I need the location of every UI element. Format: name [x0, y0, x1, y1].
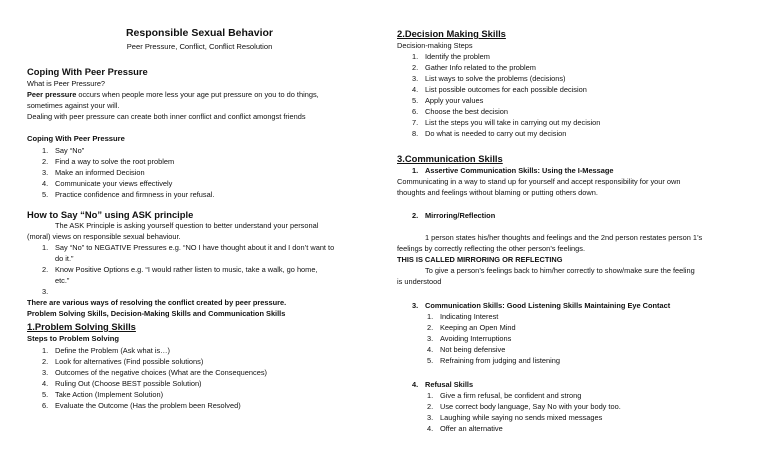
mirroring-item: Mirroring/Reflection: [425, 211, 496, 220]
mirroring-bold-note: THIS IS CALLED MIRRORING OR REFLECTING: [397, 255, 563, 264]
list-item: Look for alternatives (Find possible solutions): [55, 357, 204, 366]
list-number: 3.: [412, 74, 419, 83]
list-item: Offer an alternative: [440, 424, 503, 433]
resolve-text-2: Problem Solving Skills, Decision-Making Skills and Communication Skills: [27, 309, 286, 318]
what-is-question: What is Peer Pressure?: [27, 79, 106, 88]
list-number: 7.: [412, 118, 419, 127]
decision-making-heading: 2.Decision Making Skills: [397, 28, 506, 39]
list-number: 5.: [42, 390, 49, 399]
list-number: 1.: [42, 243, 49, 252]
list-number: 3.: [427, 334, 434, 343]
ask-item-1: Say “No” to NEGATIVE Pressures e.g. “NO I have thought about it and I don’t want to: [55, 243, 335, 252]
mirroring-text-line-1: 1 person states his/her thoughts and feelings and the 2nd person restates person 1’s: [425, 233, 703, 242]
list-item: Take Action (Implement Solution): [55, 390, 164, 399]
list-item: Refraining from judging and listening: [440, 356, 560, 365]
coping-subheading: Coping With Peer Pressure: [27, 134, 125, 143]
list-number: 4.: [412, 380, 419, 389]
peer-pressure-term: Peer pressure: [27, 90, 77, 99]
list-number: 6.: [412, 107, 419, 116]
list-number: 2.: [427, 402, 434, 411]
list-number: 6.: [42, 401, 49, 410]
problem-solving-heading: 1.Problem Solving Skills: [27, 321, 136, 332]
list-item: Find a way to solve the root problem: [55, 157, 175, 166]
list-number: 1.: [42, 146, 49, 155]
list-number: 2.: [42, 357, 49, 366]
peer-definition-line-1: [27, 90, 319, 100]
list-item: Do what is needed to carry out my decision: [425, 129, 567, 138]
list-item: Indicating Interest: [440, 312, 499, 321]
list-number: 5.: [427, 356, 434, 365]
communication-heading: 3.Communication Skills: [397, 153, 503, 164]
list-number: 8.: [412, 129, 419, 138]
list-number: 2.: [42, 265, 49, 274]
list-item: List the steps you will take in carrying out my decision: [425, 118, 601, 127]
list-item: List possible outcomes for each possible decision: [425, 85, 587, 94]
list-number: 2.: [412, 211, 419, 220]
document-title: Responsible Sexual Behavior: [125, 27, 274, 39]
list-item: Give a firm refusal, be confident and strong: [440, 391, 582, 400]
document-subtitle: Peer Pressure, Conflict, Conflict Resolution: [126, 42, 273, 51]
ask-item-2-continued: etc.”: [55, 276, 70, 285]
list-item: Say “No”: [55, 146, 85, 155]
mirroring-text-line-2: feelings by correctly reflecting the other person’s feelings.: [397, 244, 586, 253]
decision-making-subheading: Decision-making Steps: [397, 41, 473, 50]
ask-text-line-1: The ASK Principle is asking yourself question to better understand your personal: [55, 221, 319, 230]
list-number: 1.: [427, 391, 434, 400]
list-item: List ways to solve the problems (decisions): [425, 74, 566, 83]
peer-definition-text: occurs when people more less your age put pressure on you to do things,: [76, 90, 319, 99]
list-number: 2.: [427, 323, 434, 332]
list-number: 2.: [412, 63, 419, 72]
listening-item: Communication Skills: Good Listening Skills Maintaining Eye Contact: [425, 301, 671, 310]
list-number: 3.: [42, 168, 49, 177]
list-item: Apply your values: [425, 96, 484, 105]
list-number: 1.: [42, 346, 49, 355]
refusal-item: Refusal Skills: [425, 380, 474, 389]
list-item: Practice confidence and firmness in your refusal.: [55, 190, 215, 199]
assertive-text-line-2: thoughts and feelings without blaming or putting others down.: [397, 188, 598, 197]
list-number: 4.: [427, 345, 434, 354]
assertive-communication-item: Assertive Communication Skills: Using the I-Message: [425, 166, 614, 175]
dealing-text: Dealing with peer pressure can create both inner conflict and conflict amongst friends: [27, 112, 306, 121]
list-item: Ruling Out (Choose BEST possible Solution): [55, 379, 202, 388]
list-item: Keeping an Open Mind: [440, 323, 516, 332]
coping-heading: Coping With Peer Pressure: [27, 66, 148, 77]
ask-text-line-2: (moral) views on responsible sexual behaviour.: [27, 232, 181, 241]
list-item: Identify the problem: [425, 52, 490, 61]
list-item: Make an informed Decision: [55, 168, 145, 177]
list-number: 4.: [427, 424, 434, 433]
list-number: 1.: [427, 312, 434, 321]
list-number: 4.: [412, 85, 419, 94]
list-number: 4.: [42, 179, 49, 188]
list-item: Outcomes of the negative choices (What are the Consequences): [55, 368, 267, 377]
list-item: Not being defensive: [440, 345, 506, 354]
list-number: 5.: [42, 190, 49, 199]
ask-heading: How to Say “No” using ASK principle: [27, 209, 194, 220]
peer-definition-line-2: sometimes against your will.: [27, 101, 120, 110]
mirroring-text-line-4: is understood: [397, 277, 442, 286]
list-number: 1.: [412, 52, 419, 61]
list-item: Use correct body language, Say No with your body too.: [440, 402, 621, 411]
list-number: 1.: [412, 166, 419, 175]
list-number: 3.: [412, 301, 419, 310]
list-number: 3.: [427, 413, 434, 422]
list-item: Gather Info related to the problem: [425, 63, 536, 72]
ask-item-1-continued: do it.”: [55, 254, 74, 263]
problem-solving-subheading: Steps to Problem Solving: [27, 334, 119, 343]
list-item: Communicate your views effectively: [55, 179, 173, 188]
list-number: 2.: [42, 157, 49, 166]
assertive-text-line-1: Communicating in a way to stand up for yourself and accept responsibility for your own: [397, 177, 681, 186]
list-number: 3.: [42, 368, 49, 377]
list-number: 5.: [412, 96, 419, 105]
list-item: Define the Problem (Ask what is…): [55, 346, 171, 355]
mirroring-text-line-3: To give a person’s feelings back to him/her correctly to show/make sure the feeling: [425, 266, 695, 275]
resolve-text-1: There are various ways of resolving the conflict created by peer pressure.: [27, 298, 287, 307]
list-item: Avoiding Interruptions: [440, 334, 512, 343]
list-number: 3.: [42, 287, 49, 296]
list-number: 4.: [42, 379, 49, 388]
list-item: Choose the best decision: [425, 107, 508, 116]
list-item: Laughing while saying no sends mixed messages: [440, 413, 603, 422]
list-item: Evaluate the Outcome (Has the problem been Resolved): [55, 401, 241, 410]
ask-item-2: Know Positive Options e.g. “I would rather listen to music, take a walk, go home,: [55, 265, 318, 274]
